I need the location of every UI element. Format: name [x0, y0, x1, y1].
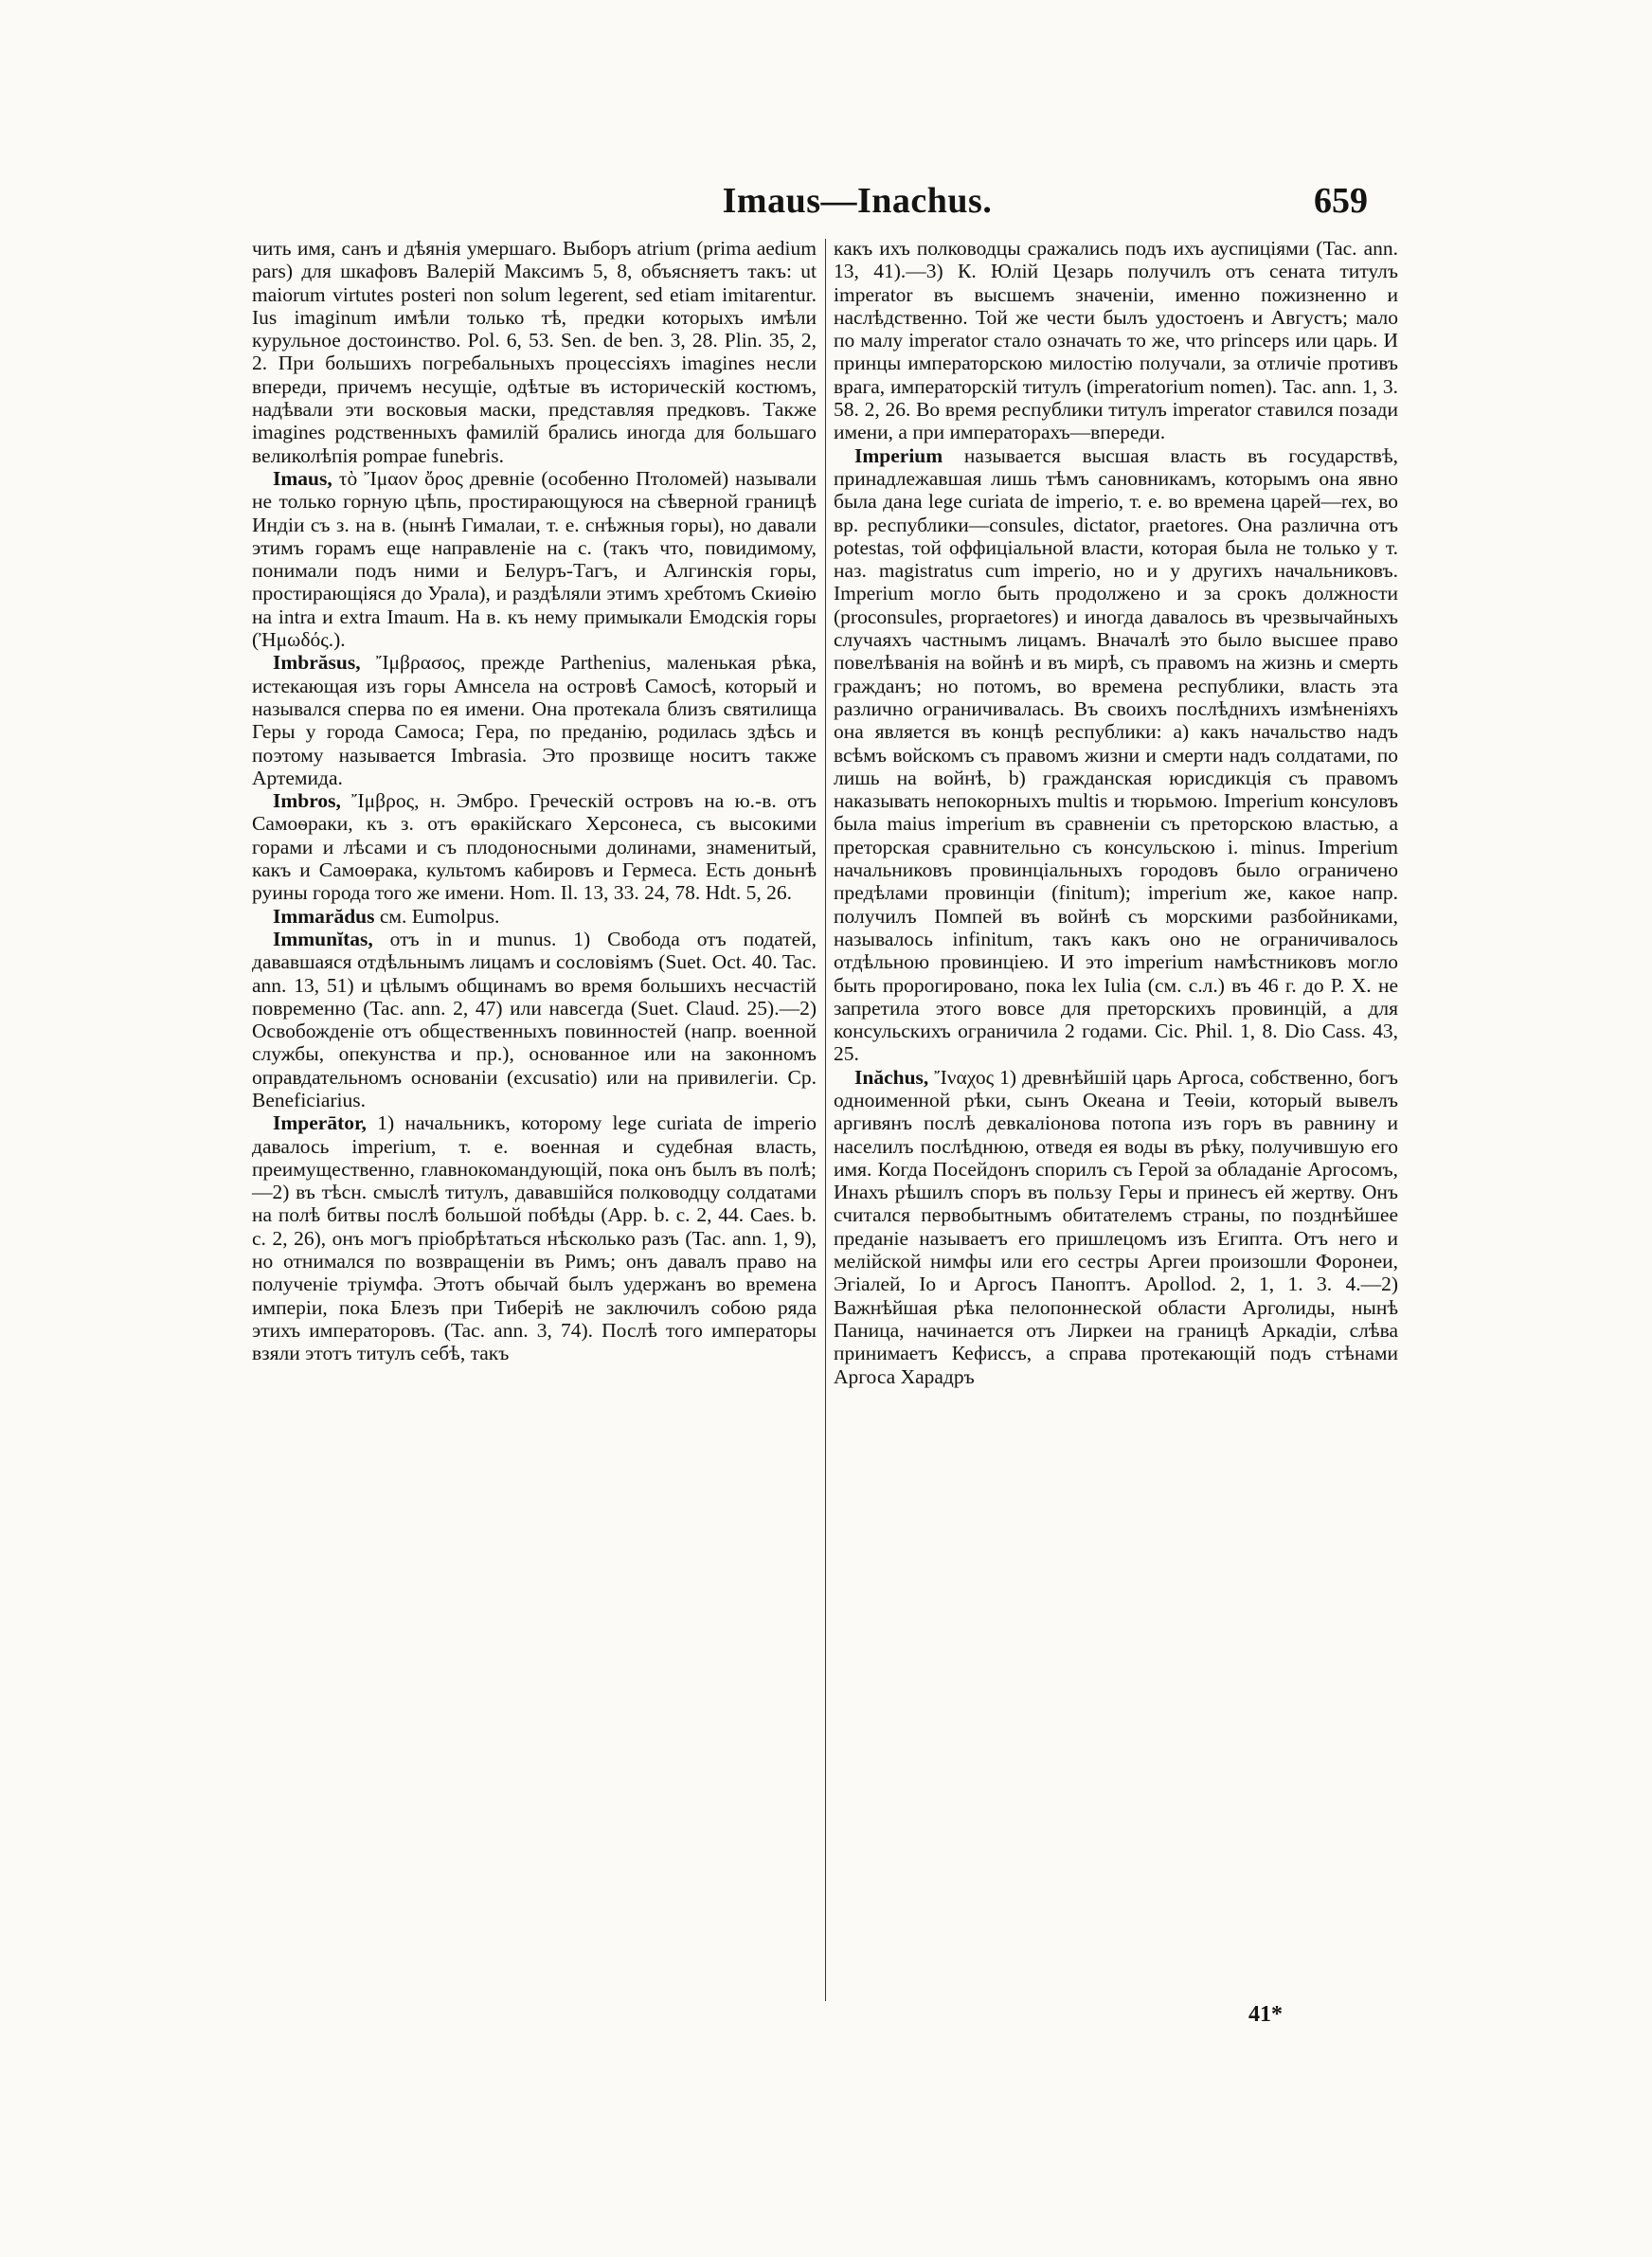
- column-divider: [825, 239, 826, 2001]
- entry-headword: Inăchus,: [854, 1065, 929, 1089]
- entry-headword: Imperātor,: [273, 1111, 367, 1135]
- entry-imbros: [252, 789, 817, 904]
- page-number: 659: [1314, 181, 1368, 221]
- entry-continuation: [834, 237, 1398, 444]
- entry-text: Ἴμβρασος, прежде Parthenius, маленькая рѣка, истекающая изъ горы Амнсела на островѣ Самосѣ, который и назывался сперва по ея имени. Она протекала близъ святилища Геры у города Самоса; Гера, по преданію, родилась здѣсь и поэтому называется Imbrasia. Это прозвище носитъ также Артемида.: [252, 651, 817, 789]
- entry-text: Ἴναχος 1) древнѣйшій царь Аргоса, собственно, богъ одноименной рѣки, сынъ Океана и Теѳіи, который вывелъ аргивянъ послѣ девкаліонова потопа изъ горъ въ равнину и населилъ послѣднюю, отведя ея воды въ рѣку, получившую его имя. Когда Посейдонъ спорилъ съ Герой за обладаніе Аргосомъ, Инахъ рѣшилъ споръ въ пользу Геры и принесъ ей жертву. Онъ считался первобытнымъ обитателемъ страны, по позднѣйшее преданіе называетъ его пришлецомъ изъ Египта. Отъ него и мелійской нимфы или его сестры Аргеи произошли Форонеи, Эгіалей, Іо и Аргосъ Паноптъ. Apollod. 2, 1, 1. 3. 4.—2) Важнѣйшая рѣка пелопоннеской области Арголиды, нынѣ Паница, начинается отъ Лиркеи на границѣ Аркадіи, слѣва принимаетъ Кефиссъ, а справа протекающій подъ стѣнами Аргоса Харадръ: [834, 1065, 1399, 1388]
- entry-imbrasus: [252, 651, 817, 789]
- entry-headword: Immarădus: [273, 904, 375, 928]
- entry-continuation: [252, 237, 817, 467]
- entry-imaus: [252, 467, 817, 651]
- entry-text: 1) начальникъ, которому lege curiata de imperio давалось imperium, т. е. военная и судебная власть, преимущественно, главнокомандующій, пока онъ былъ въ полѣ;—2) въ тѣсн. смыслѣ титулъ, дававшійся полководцу солдатами на полѣ битвы послѣ большой побѣды (App. b. c. 2, 44. Caes. b. c. 2, 26), онъ могъ пріобрѣтаться нѣсколько разъ (Tac. ann. 1, 9), но отнимался по возвращеніи въ Римъ; онъ давалъ право на полученіе тріумфа. Этотъ обычай былъ удержанъ во времена имперіи, пока Блезъ при Тиберіѣ не заключилъ собою ряда этихъ императоровъ. (Tac. ann. 3, 74). Послѣ того императоры взяли этотъ титулъ себѣ, такъ: [252, 1111, 817, 1365]
- entry-headword: Imbrăsus,: [273, 651, 361, 675]
- entry-text: Ἴμβρος, н. Эмбро. Греческій островъ на ю.-в. отъ Самоѳраки, къ з. отъ ѳракійскаго Херсонеса, съ высокими горами и лѣсами и съ плодоносными долинами, знаменитый, какъ и Самоѳрака, культомъ кабировъ и Гермеса. Есть доньнѣ руины города того же имени. Hom. Il. 13, 33. 24, 78. Hdt. 5, 26.: [252, 789, 817, 905]
- signature-mark: 41*: [1248, 2002, 1283, 2027]
- entry-headword: Immunĭtas,: [273, 927, 373, 950]
- entry-imperium: [834, 444, 1398, 1066]
- entry-text: какъ ихъ полководцы сражались подъ ихъ ауспиціями (Tac. ann. 13, 41).—3) К. Юлій Цезарь получилъ отъ сената титулъ imperator въ высшемъ значеніи, именно пожизненно и наслѣдственно. Той же чести былъ удостоенъ и Августъ; мало по малу imperator стало означать то же, что princeps или царь. И принцы императорскою милостію получали, за отличіе противъ врага, императорскій титулъ (imperatorium nomen). Tac. ann. 1, 3. 58. 2, 26. Во время республики титулъ imperator ставился позади имени, а при императорахъ—впереди.: [834, 237, 1398, 444]
- right-column: [834, 237, 1398, 1388]
- entry-imperator: [252, 1111, 817, 1364]
- entry-immaradus: [252, 905, 817, 928]
- entry-inachus: [834, 1066, 1398, 1388]
- entry-immunitas: [252, 928, 817, 1111]
- entry-text: τὸ Ἴμαον ὄρος древніе (особенно Птоломей) называли не только горную цѣпь, простирающуюся на сѣверной границѣ Индіи съ з. на в. (нынѣ Гималаи, т. е. снѣжныя горы), но давали этимъ горамъ еще направленіе на с. (такъ что, повидимому, понимали подъ ними и Белуръ-Тагъ, и Алгинскія горы, простирающіяся до Урала), и раздѣляли этимъ хребтомъ Скиѳію на intra и extra Imaum. На в. къ нему примыкали Емодскія горы (Ἠμωδός.).: [252, 466, 817, 652]
- entry-headword: Imbros,: [273, 789, 341, 813]
- left-column: [252, 237, 817, 1365]
- entry-headword: Imaus,: [273, 466, 332, 490]
- entry-text: отъ in и munus. 1) Свобода отъ податей, дававшаяся отдѣльнымъ лицамъ и сословіямъ (Suet. Oct. 40. Tac. ann. 13, 51) и цѣлымъ общинамъ во время большихъ несчастій повременно (Tac. ann. 2, 47) или навсегда (Suet. Claud. 25).—2) Освобожденіе отъ общественныхъ повинностей (напр. военной службы, опекунства и пр.), основанное или на законномъ оправдательномъ основаніи (excusatio) или на привилегіи. Ср. Beneficiarius.: [252, 927, 817, 1111]
- running-head: Imaus—Inachus.: [722, 181, 993, 221]
- entry-text: называется высшая власть въ государствѣ, принадлежавшая лишь тѣмъ сановникамъ, которымъ она явно была дана lege curiata de imperio, т. е. во времена царей—rex, во вр. республики—consules, dictator, praetores. Она различна отъ potestas, той оффиціальной власти, которая была не только у т. наз. magistratus cum imperio, но и у другихъ начальниковъ. Imperium могло быть продолжено и за срокъ должности (proconsules, propraetores) и иногда давалось въ чрезвычайныхъ случаяхъ частнымъ лицамъ. Вначалѣ это было высшее право повелѣванія на войнѣ и въ мирѣ, съ правомъ на жизнь и смерть гражданъ; но потомъ, во времена республики, власть эта различно ограничивалась. Въ своихъ послѣднихъ измѣненіяхъ она является въ концѣ республики: a) какъ начальство надъ всѣмъ войскомъ съ правомъ жизни и смерти надъ солдатами, по лишь на войнѣ, b) гражданская юрисдикція съ правомъ наказывать непокорныхъ multis и тюрьмою. Imperium консуловъ была maius imperium въ сравненіи съ преторскою властью, а преторская сравнительно съ консульскою i. minus. Imperium начальниковъ провинціальныхъ городовъ было ограничено предѣлами провинціи (finitum); imperium же, какое напр. получилъ Помпей въ войнѣ съ морскими разбойниками, называлось infinitum, такъ какъ оно не ограничивалось отдѣльною провинціею. И это imperium намѣстниковъ могло быть пророгировано, пока lex Iulia (см. с.л.) въ 46 г. до Р. Х. не запретила этого вовсе для преторскихъ провинцій, а для консульскихъ ограничила 2 годами. Cic. Phil. 1, 8. Dio Cass. 43, 25.: [834, 443, 1399, 1066]
- entry-text: чить имя, санъ и дѣянія умершаго. Выборъ atrium (prima aedium pars) для шкафовъ Валерій Максимъ 5, 8, объясняетъ такъ: ut maiorum virtutes posteri non solum legerent, sed etiam imitarentur. Ius imaginum имѣли только тѣ, предки которыхъ имѣли курульное достоинство. Pol. 6, 53. Sen. de ben. 3, 28. Plin. 35, 2, 2. При большихъ погребальныхъ процессіяхъ imagines несли впереди, причемъ несущіе, одѣтые въ историческій костюмъ, надѣвали эти восковыя маски, представляя предковъ. Также imagines родственныхъ фамилій брались иногда для большаго великолѣпія pompae funebris.: [252, 237, 817, 467]
- entry-text: см. Eumolpus.: [379, 904, 500, 928]
- entry-headword: Imperium: [854, 443, 943, 467]
